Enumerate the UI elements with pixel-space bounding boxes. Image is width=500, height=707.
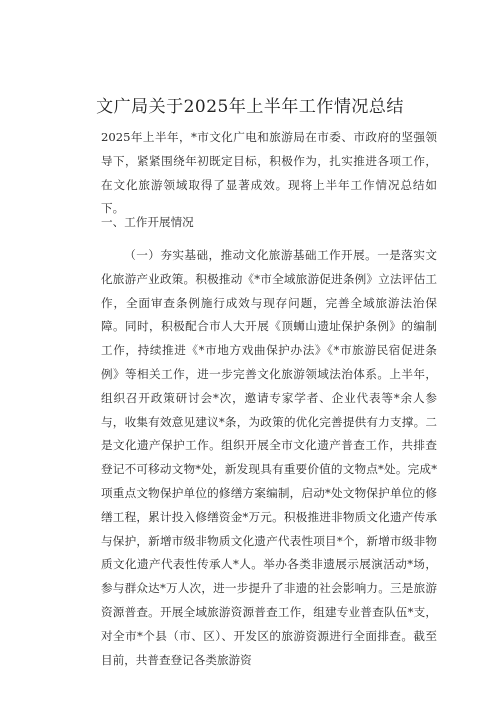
section-heading: 一、工作开展情况 — [101, 215, 194, 229]
section-body-paragraph: （一）夯实基础，推动文化旅游基础工作开展。一是落实文化旅游产业政策。积极推动《*市全域旅游促进条例》立法评估工作，全面审查条例施行成效与现存问题，完善全域旅游法治保障。同时，积极配合市人大开展《顶蛳山遗址保护条例》的编制工作，持续推进《*市地方戏曲保护办法》《*市旅游民宿促进条例》等相关工作，进一步完善文化旅游领域法治体系。上半年，组织召开政策研讨会*次，邀请专家学者、企业代表等*余人参与，收集有效意见建议*条，为政策的优化完善提供有力支撑。二是文化遗产保护工作。组织开展全市文化遗产普查工作，共排查登记不可移动文物*处，新发现具有重要价值的文物点*处。完成*项重点文物保护单位的修缮方案编制，启动*处文物保护单位的修缮工程，累计投入修缮资金*万元。积极推进非物质文化遗产传承与保护，新增市级非物质文化遗产代表性项目*个，新增市级非物质文化遗产代表性传承人*人。举办各类非遗展示展演活动*场，参与群众达*万人次，进一步提升了非遗的社会影响力。三是旅游资源普查。开展全域旅游资源普查工作，组建专业普查队伍*支，对全市*个县（市、区）、开发区的旅游资源进行全面排查。截至目前，共普查登记各类旅游资 — [101, 248, 437, 667]
intro-paragraph: 2025年上半年，*市文化广电和旅游局在市委、市政府的坚强领导下，紧紧围绕年初既定目标，积极作为，扎实推进各项工作，在文化旅游领域取得了显著成效。现将上半年工作情况总结如下。 — [101, 130, 437, 216]
document-title: 文广局关于2025年上半年工作情况总结 — [96, 97, 404, 117]
